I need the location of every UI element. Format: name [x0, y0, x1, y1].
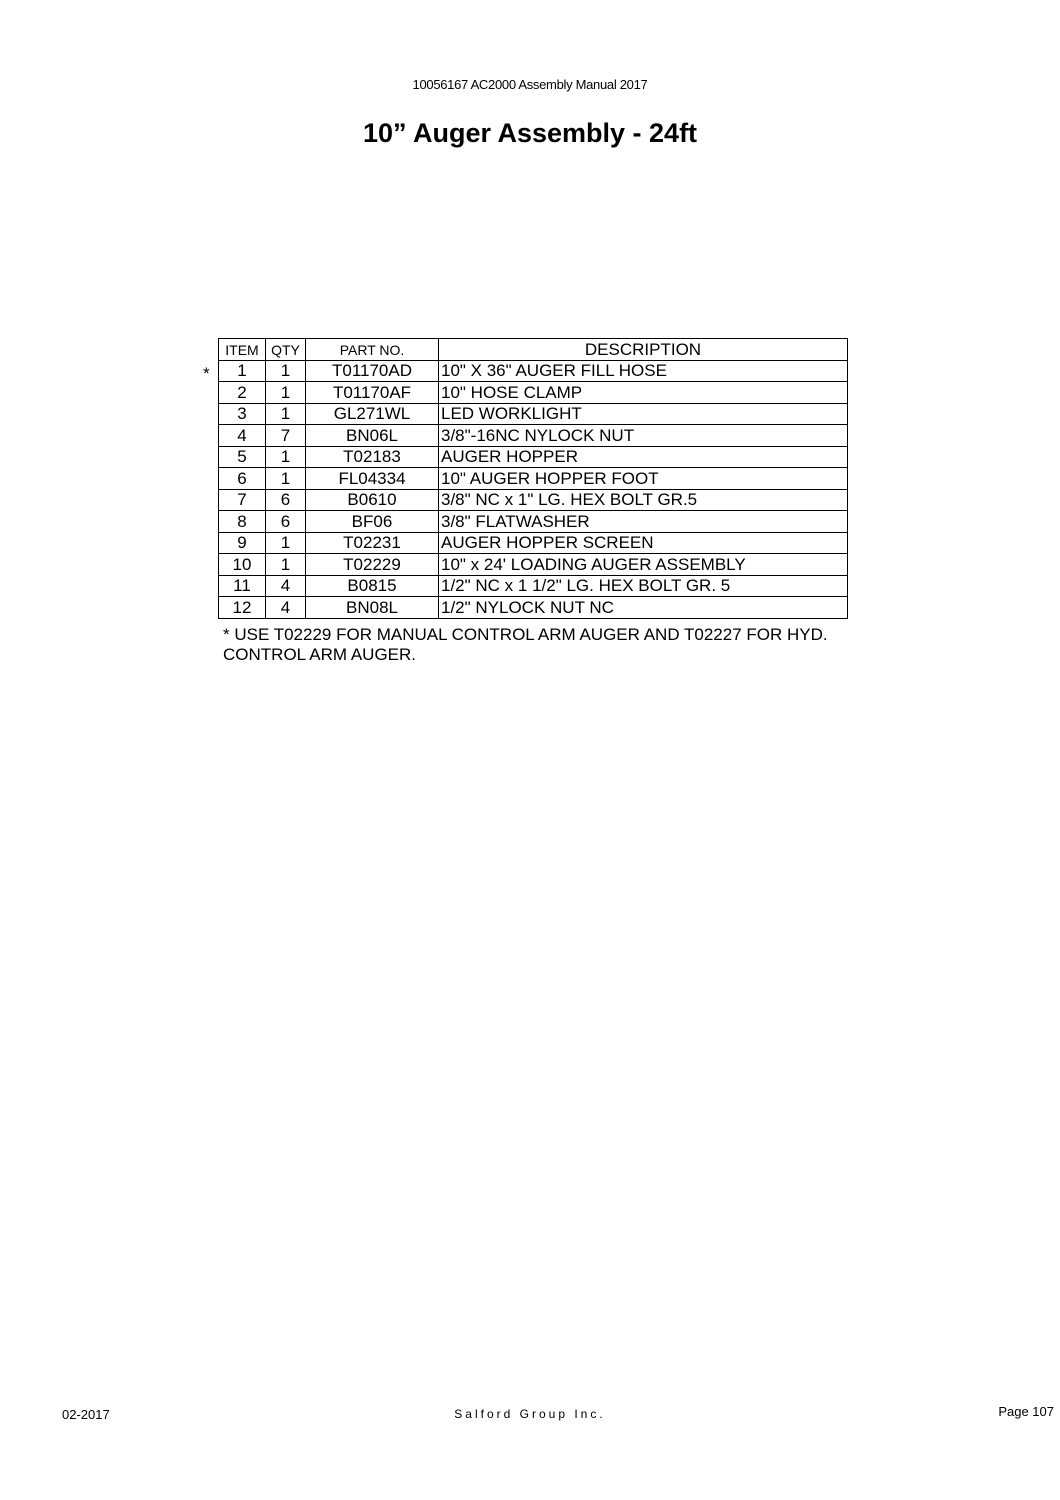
cell-part-no: B0610: [306, 489, 439, 511]
footer-company: Salford Group Inc.: [454, 1407, 606, 1421]
cell-item: 8: [219, 511, 266, 533]
cell-item: 7: [219, 489, 266, 511]
cell-qty: 4: [266, 597, 306, 619]
cell-qty: 1: [266, 403, 306, 425]
cell-qty: 7: [266, 425, 306, 447]
cell-part-no: BN06L: [306, 425, 439, 447]
table-row: [219, 597, 848, 619]
column-header-part-no: PART NO.: [306, 339, 439, 361]
table-row: [219, 575, 848, 597]
cell-description: 10" AUGER HOPPER FOOT: [439, 468, 848, 490]
table-row: [219, 554, 848, 576]
cell-description: 10" HOSE CLAMP: [439, 382, 848, 404]
footnote: * USE T02229 FOR MANUAL CONTROL ARM AUGER AND T02227 FOR HYD. CONTROL ARM AUGER.: [223, 625, 828, 664]
cell-description: 3/8"-16NC NYLOCK NUT: [439, 425, 848, 447]
cell-qty: 1: [266, 532, 306, 554]
cell-qty: 1: [266, 382, 306, 404]
footer-page-number: Page 107: [998, 1404, 1054, 1419]
cell-part-no: BF06: [306, 511, 439, 533]
table-row: [219, 511, 848, 533]
footnote-marker: *: [203, 364, 210, 383]
table-header-row: [219, 339, 848, 361]
table-row: [219, 489, 848, 511]
cell-qty: 1: [266, 554, 306, 576]
page-title: 10” Auger Assembly - 24ft: [362, 118, 698, 148]
table-row: [219, 425, 848, 447]
cell-part-no: T02231: [306, 532, 439, 554]
table-row: [219, 446, 848, 468]
cell-part-no: T02229: [306, 554, 439, 576]
cell-item: 2: [219, 382, 266, 404]
cell-item: 11: [219, 575, 266, 597]
parts-table: [218, 338, 848, 619]
column-header-qty: QTY: [266, 339, 306, 361]
column-header-item: ITEM: [219, 339, 266, 361]
cell-qty: 6: [266, 511, 306, 533]
cell-description: LED WORKLIGHT: [439, 403, 848, 425]
cell-part-no: FL04334: [306, 468, 439, 490]
cell-part-no: T01170AF: [306, 382, 439, 404]
table-row: [219, 382, 848, 404]
cell-item: 3: [219, 403, 266, 425]
cell-item: 5: [219, 446, 266, 468]
cell-part-no: B0815: [306, 575, 439, 597]
cell-item: 4: [219, 425, 266, 447]
table-row: [219, 532, 848, 554]
cell-item: 1: [219, 360, 266, 382]
cell-description: 10" x 24' LOADING AUGER ASSEMBLY: [439, 554, 848, 576]
cell-description: 1/2" NYLOCK NUT NC: [439, 597, 848, 619]
cell-description: 3/8" FLATWASHER: [439, 511, 848, 533]
cell-qty: 1: [266, 468, 306, 490]
cell-description: 1/2" NC x 1 1/2" LG. HEX BOLT GR. 5: [439, 575, 848, 597]
parts-table-body: [219, 360, 848, 618]
cell-qty: 1: [266, 446, 306, 468]
cell-description: AUGER HOPPER SCREEN: [439, 532, 848, 554]
cell-description: 3/8" NC x 1" LG. HEX BOLT GR.5: [439, 489, 848, 511]
cell-item: 9: [219, 532, 266, 554]
cell-part-no: GL271WL: [306, 403, 439, 425]
cell-description: AUGER HOPPER: [439, 446, 848, 468]
cell-part-no: BN08L: [306, 597, 439, 619]
cell-description: 10" X 36" AUGER FILL HOSE: [439, 360, 848, 382]
cell-item: 10: [219, 554, 266, 576]
column-header-description: DESCRIPTION: [439, 339, 848, 361]
cell-qty: 1: [266, 360, 306, 382]
cell-item: 12: [219, 597, 266, 619]
cell-part-no: T01170AD: [306, 360, 439, 382]
cell-qty: 6: [266, 489, 306, 511]
cell-part-no: T02183: [306, 446, 439, 468]
footer-date: 02-2017: [62, 1407, 110, 1422]
cell-item: 6: [219, 468, 266, 490]
table-row: [219, 360, 848, 382]
manual-header: 10056167 AC2000 Assembly Manual 2017: [412, 77, 648, 92]
cell-qty: 4: [266, 575, 306, 597]
table-row: [219, 468, 848, 490]
table-row: [219, 403, 848, 425]
